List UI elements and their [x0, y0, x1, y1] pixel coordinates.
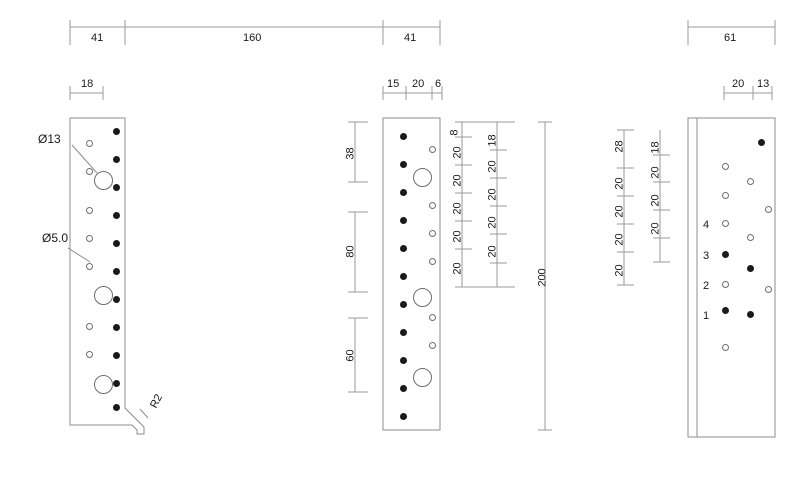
hole-filled — [113, 380, 120, 387]
hole-filled — [747, 265, 754, 272]
hole-open — [765, 206, 772, 213]
hole-open-large — [413, 168, 432, 187]
hole-filled — [113, 296, 120, 303]
hole-filled — [400, 329, 407, 336]
dim-label-41-right: 41 — [404, 32, 417, 44]
hole-filled — [400, 189, 407, 196]
dim-label-200: 200 — [536, 268, 549, 287]
hole-filled — [400, 385, 407, 392]
dim-label-8: 8 — [448, 129, 461, 136]
dim-label-20-ra1: 20 — [613, 177, 626, 190]
hole-open — [747, 234, 754, 241]
hole-open-large — [413, 368, 432, 387]
hole-filled — [113, 352, 120, 359]
hole-filled — [400, 357, 407, 364]
hole-filled — [400, 245, 407, 252]
dim-label-20-rb3: 20 — [649, 222, 662, 235]
dim-label-28: 28 — [613, 140, 626, 153]
dim-label-20-c5: 20 — [451, 262, 464, 275]
row-number-1: 1 — [703, 310, 710, 322]
dim-label-20-ra4: 20 — [613, 264, 626, 277]
row-number-3: 3 — [703, 250, 710, 262]
hole-open — [86, 323, 93, 330]
part-outline-middle — [383, 118, 440, 430]
hole-filled — [758, 139, 765, 146]
hole-open — [722, 163, 729, 170]
dim-label-13-r: 13 — [757, 78, 770, 90]
hole-open — [86, 140, 93, 147]
dim-label-20-r: 20 — [732, 78, 745, 90]
hole-filled — [747, 311, 754, 318]
hole-open — [429, 342, 436, 349]
hole-open — [429, 258, 436, 265]
dim-label-20-c3: 20 — [451, 202, 464, 215]
dim-label-20-o3: 20 — [486, 216, 499, 229]
hole-open — [747, 178, 754, 185]
dim-label-20-rb2: 20 — [649, 194, 662, 207]
hole-open — [765, 286, 772, 293]
hole-filled — [113, 240, 120, 247]
hole-filled — [113, 212, 120, 219]
dim-label-20-c1: 20 — [451, 146, 464, 159]
dim-label-15: 15 — [387, 78, 400, 90]
hole-open — [722, 344, 729, 351]
hole-filled — [113, 324, 120, 331]
hole-open-large — [94, 286, 113, 305]
hole-open — [86, 263, 93, 270]
dim-label-18-rb: 18 — [649, 141, 662, 154]
part-outline-right — [688, 118, 775, 437]
dim-label-20-o4: 20 — [486, 245, 499, 258]
row-number-4: 4 — [703, 219, 710, 231]
dim-label-20-o1: 20 — [486, 160, 499, 173]
hole-open — [86, 235, 93, 242]
hole-open — [429, 146, 436, 153]
dim-label-18-o: 18 — [486, 134, 499, 147]
dim-label-20-ra2: 20 — [613, 205, 626, 218]
hole-filled — [113, 184, 120, 191]
dim-label-20-ra3: 20 — [613, 233, 626, 246]
hole-filled — [113, 128, 120, 135]
callout-dia5: Ø5.0 — [42, 231, 69, 245]
dim-label-60: 60 — [344, 349, 357, 362]
leader-r2 — [140, 409, 148, 418]
hole-filled — [113, 156, 120, 163]
hole-open-large — [94, 375, 113, 394]
hole-open — [86, 168, 93, 175]
dim-label-20-a: 20 — [412, 78, 425, 90]
dim-label-61: 61 — [724, 32, 737, 44]
dim-label-20-c2: 20 — [451, 174, 464, 187]
hole-filled — [722, 307, 729, 314]
hole-filled — [400, 217, 407, 224]
row-number-2: 2 — [703, 280, 710, 292]
hole-filled — [722, 251, 729, 258]
hole-filled — [113, 268, 120, 275]
dim-label-20-o2: 20 — [486, 188, 499, 201]
dim-label-6: 6 — [435, 78, 442, 90]
dim-label-20-rb1: 20 — [649, 166, 662, 179]
dim-label-18: 18 — [81, 78, 94, 90]
hole-open-large — [94, 171, 113, 190]
hole-open — [722, 281, 729, 288]
dim-label-20-c4: 20 — [451, 230, 464, 243]
callout-dia13: Ø13 — [38, 132, 61, 146]
hole-filled — [400, 161, 407, 168]
dim-label-41-left: 41 — [91, 32, 104, 44]
callout-r2: R2 — [147, 392, 166, 411]
hole-filled — [113, 404, 120, 411]
hole-open — [429, 230, 436, 237]
hole-open — [86, 207, 93, 214]
hole-open — [722, 220, 729, 227]
hole-open — [86, 351, 93, 358]
dim-label-160: 160 — [243, 32, 262, 44]
dim-label-80: 80 — [344, 245, 357, 258]
hole-filled — [400, 133, 407, 140]
hole-filled — [400, 413, 407, 420]
hole-open — [722, 192, 729, 199]
dim-label-38: 38 — [344, 147, 357, 160]
hole-filled — [400, 273, 407, 280]
hole-open — [429, 202, 436, 209]
hole-open — [429, 314, 436, 321]
hole-filled — [400, 301, 407, 308]
hole-open-large — [413, 288, 432, 307]
